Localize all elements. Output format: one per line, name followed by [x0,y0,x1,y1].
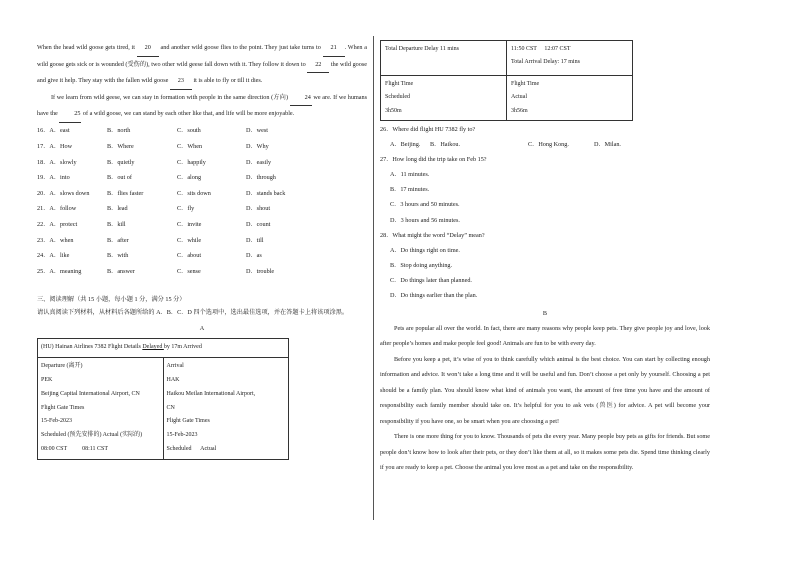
option-a: A．Beijing. [390,140,421,148]
option-row [37,124,367,140]
option-c: C．sense [177,267,201,275]
option-a: 22．A．protect [37,220,78,228]
option-c: C．along [177,174,202,182]
blank-22: 22 [307,57,329,74]
actual-value: 3h56m [511,107,528,114]
arrival-date: 15-Feb-2023 [166,432,198,439]
arrival-country: CN [166,404,175,411]
option-c: C．3 hours and 50 minutes. [390,201,460,209]
option-c: C．sits down [177,189,211,197]
option-c: C．about [177,252,202,260]
total-arrival-delay: Total Arrival Delay: 17 mins [511,59,580,66]
flight-header-cell [38,339,289,358]
total-departure-delay: Total Departure Delay 11 mins [385,46,460,52]
question-26-options [380,137,710,152]
blank-24: 24 [290,90,312,107]
option-b: B．Haikou. [430,140,461,148]
cloze-text: If we learn from wild geese, we can stay in formation with people in the same direction (方向) [51,93,289,101]
option-row [37,264,367,280]
passage-b-paragraph-1: Pets are popular all over the world. In fact, there are many reasons why people keep pets. They give people joy and love, look after people’s homes and make people feel good! Animals are fun to be with every day. [380,324,710,348]
option-c: C．while [177,236,202,244]
option-b: B．quietly [107,158,135,166]
cloze-passage [37,40,367,90]
arrival-times: 11:50 CST 12:07 CST [511,46,571,52]
flight-time-actual-cell [507,76,633,121]
option-b: B．kill [107,220,126,228]
arrival-cell [163,358,289,460]
actual-label: Actual [511,94,527,101]
option-d: D．till [246,236,264,244]
option-row [37,186,367,202]
option-b: B．answer [107,267,135,275]
option-d: D．count [246,220,271,228]
option-a: 24．A．like [37,252,70,260]
option-b: B．17 minutes. [390,186,430,194]
option-a: 16．A．east [37,127,70,135]
option-d: D．as [246,252,262,260]
scheduled-label: Scheduled [385,94,410,101]
option-c: C．When [177,143,203,151]
option-a: 19．A．into [37,174,70,182]
option-a: 23．A．when [37,236,74,244]
questions-block [380,122,710,304]
right-column [380,40,710,476]
option-row [37,233,367,249]
option-b: B．Stop doing anything. [390,261,453,269]
option-d: D．through [246,174,276,182]
option-c: C．Do things later than planned. [390,277,472,285]
section-instructions: 请认真阅读下列材料，从材料后各题所给的 A．B．C．D 四个选项中，选出最佳选项，并在答题卡上将该项涂黑。 [37,309,349,317]
option-c: C．Hong Kong. [528,140,569,148]
option-d: D．trouble [246,267,275,275]
arrival-airport: Haikou Meilan International Airport, [166,390,256,397]
arrival-times-cell [507,41,633,76]
cloze-text: of a wild goose, we can stand by each other like that, and life will be more enjoyable. [82,110,295,117]
option-b: B．lead [107,205,128,213]
blank-21: 21 [323,40,345,57]
option-row [37,170,367,186]
option-a: A．Do things right on time. [390,246,460,254]
scheduled-value: 3h50m [385,107,402,114]
option-d: D．Why [246,143,269,151]
option-a: 21．A．follow [37,205,77,213]
arrival-gate-times: Flight Gate Times [166,418,210,425]
flight-details-table [37,338,289,459]
option-c: C．invite [177,220,202,228]
departure-code: PEK [41,377,53,384]
left-column [37,40,367,460]
option-b: B．out of [107,174,132,182]
option-d: D．shout [246,205,271,213]
option-d: D．stands back [246,189,286,197]
blank-23: 23 [170,73,192,90]
option-d: D．easily [246,158,272,166]
flight-time-label: Flight Time [511,81,540,87]
option-row [37,155,367,171]
option-c: C．fly [177,205,195,213]
option-d: D．Milan. [594,140,621,148]
departure-gate-times: Flight Gate Times [41,404,85,411]
flight-time-label: Flight Time [385,81,414,87]
option-row [37,139,367,155]
departure-cell [38,358,164,460]
option-a: 18．A．slowly [37,158,77,166]
cloze-text: down to [285,60,306,68]
cloze-text: it is able to fly [193,77,230,84]
flight-details-table-continued [380,40,633,121]
arrival-title: Arrival [166,363,184,370]
blank-25: 25 [59,106,81,123]
cloze-text: and another wild goose flies to the point. They just take turns to [160,44,321,51]
option-d: D．west [246,127,268,135]
option-a: 25．A．meaning [37,267,82,275]
cloze-text: When the head wild goose gets tired, it [37,44,135,51]
option-c: C．happily [177,158,206,166]
option-row [37,201,367,217]
departure-airport: Beijing Capital International Airport, CN [41,390,140,397]
departure-title: Departure (离开) [41,363,83,370]
cloze-text: the wild goose and give it help. They stay with the fallen wild goose [37,60,368,84]
option-c: C．south [177,127,201,135]
delayed-text: Delayed [142,344,164,351]
cloze-text: we are. If we humans have the [37,93,368,117]
flight-header-text: by 17m Arrived [163,344,202,351]
option-b: B．with [107,252,129,260]
departure-date: 15-Feb-2023 [41,418,72,425]
option-d: D．Do things earlier than the plan. [390,292,478,300]
cloze-paragraph-2 [37,90,367,123]
blank-20: 20 [137,40,159,57]
option-b: B．flies faster [107,189,144,197]
departure-times: 08:00 CST 08:11 CST [41,446,109,453]
cloze-text: or till it dies. [230,77,263,84]
question-26: 26．Where did flight HU 7382 fly to? [380,125,476,133]
option-a: 20．A．slows down [37,189,90,197]
arrival-code: HAK [166,377,180,384]
option-list [37,124,367,280]
flight-header-text: (HU) Hainan Airlines 7382 Flight Details [41,344,143,351]
question-28: 28．What might the word “Delay” mean? [380,231,485,239]
passage-b-paragraph-2: Before you keep a pet, it’s wise of you to think carefully which animal is the best choice. You can start by collecting enough information and advice. It won’t take a long time and it will be useful and fun. Don’t choose a pet only by yourself. Choosing a pet should be a family plan. You should know what kind of animals you want, the amount of free time you have and the amount of responsibility each family member should take on. It’s helpful for you to ask vets (兽医) for advice. A pet will become your responsibility if you have one, so be smart when you are choosing a pet! [380,355,710,425]
option-d: D．3 hours and 56 minutes. [390,216,460,224]
option-a: A．11 minutes. [390,170,430,178]
option-b: B．after [107,236,129,244]
flight-time-scheduled-cell [381,76,507,121]
option-row [37,217,367,233]
cloze-text: . When a wild goose gets sick or is wounded (受伤的), two other wild geese fall down with it. They follow it [37,44,368,68]
departure-scheduled-actual: Scheduled (预先安排的) Actual (实际的) [41,432,143,439]
arrival-scheduled-actual: Scheduled Actual [166,446,217,453]
passage-b-paragraph-3: There is one more thing for you to know. Thousands of pets die every year. Many people buy pets as gifts for friends. But some people don’t know how to look after their pets, or they don’t like them at all, so it makes some pets die. Spend time thinking clearly if you are ready to keep a pet. Choose the animal you love most as a pet and take on the responsibility. [380,433,710,472]
option-a: 17．A．How [37,143,73,151]
option-row [37,248,367,264]
option-b: B．Where [107,143,134,151]
passage-a-label: A [199,325,205,333]
total-departure-cell [381,41,507,76]
section-title: 三、阅读理解（共 15 小题，每小题 1 分，满分 15 分） [37,295,186,303]
passage-b-label: B [542,309,548,317]
column-divider [373,36,374,520]
question-27: 27．How long did the trip take on Feb 15? [380,155,487,163]
option-b: B．north [107,127,131,135]
